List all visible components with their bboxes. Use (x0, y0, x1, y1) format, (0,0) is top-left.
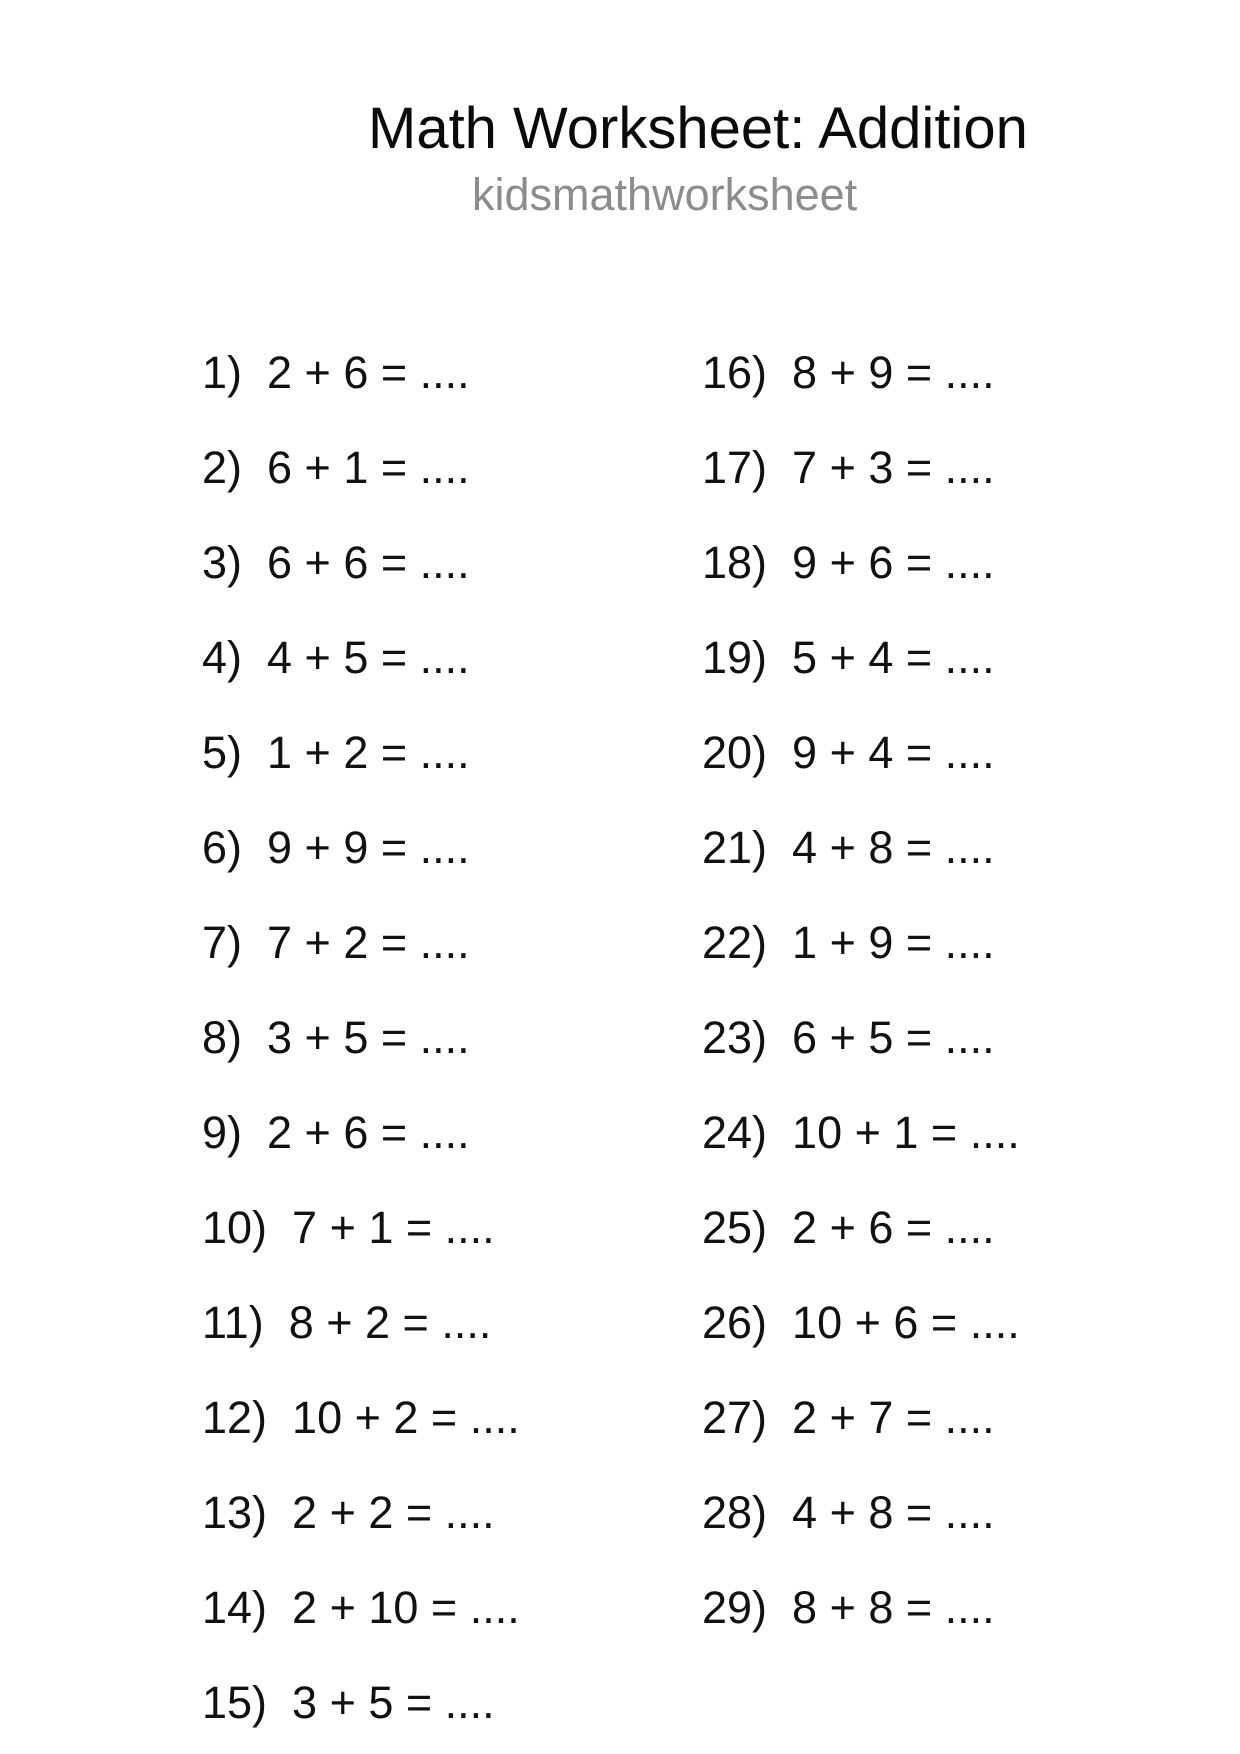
problem-number: 26) (702, 1297, 768, 1348)
problem-number: 6) (202, 822, 243, 873)
problem-row (702, 1465, 1020, 1560)
problem-row (702, 895, 1020, 990)
problem-expression: 2 + 6 = .... (267, 1107, 470, 1158)
problem-row (702, 1085, 1020, 1180)
problem-number: 21) (702, 822, 768, 873)
problem-row (202, 610, 520, 705)
problem-row (202, 1085, 520, 1180)
problem-row (702, 1275, 1020, 1370)
problem-expression: 9 + 6 = .... (792, 537, 995, 588)
problem-row (702, 1370, 1020, 1465)
problem-expression: 3 + 5 = .... (267, 1012, 470, 1063)
problem-number: 3) (202, 537, 243, 588)
problem-expression: 8 + 2 = .... (288, 1297, 492, 1348)
problem-expression: 7 + 3 = .... (792, 442, 995, 493)
problem-row (202, 1370, 520, 1465)
problem-number: 4) (202, 632, 243, 683)
problem-row (202, 800, 520, 895)
problem-row (702, 1560, 1020, 1655)
problem-expression: 2 + 6 = .... (267, 347, 470, 398)
problem-expression: 10 + 2 = .... (292, 1392, 520, 1443)
problem-row (202, 515, 520, 610)
problem-expression: 8 + 9 = .... (792, 347, 995, 398)
problem-number: 11) (202, 1297, 264, 1348)
problem-number: 29) (702, 1582, 768, 1633)
problem-expression: 2 + 7 = .... (792, 1392, 995, 1443)
problems-column-left (202, 325, 520, 1750)
problems-column-right (702, 325, 1020, 1655)
page-subtitle: kidsmathworksheet (472, 169, 858, 220)
problem-number: 12) (202, 1392, 268, 1443)
problem-row (202, 1275, 520, 1370)
problem-number: 2) (202, 442, 243, 493)
problem-row (202, 325, 520, 420)
problem-expression: 6 + 5 = .... (792, 1012, 995, 1063)
problem-number: 1) (202, 347, 243, 398)
problem-row (202, 705, 520, 800)
problem-row (702, 515, 1020, 610)
problem-number: 15) (202, 1677, 268, 1728)
problem-row (202, 420, 520, 515)
problem-row (202, 1655, 520, 1750)
problem-expression: 1 + 2 = .... (267, 727, 470, 778)
problem-expression: 2 + 2 = .... (292, 1487, 495, 1538)
problem-number: 27) (702, 1392, 768, 1443)
problem-number: 14) (202, 1582, 268, 1633)
problem-expression: 2 + 10 = .... (292, 1582, 520, 1633)
problem-expression: 4 + 8 = .... (792, 1487, 995, 1538)
problem-expression: 8 + 8 = .... (792, 1582, 995, 1633)
problem-number: 16) (702, 347, 768, 398)
problem-expression: 10 + 1 = .... (792, 1107, 1020, 1158)
problem-expression: 5 + 4 = .... (792, 632, 995, 683)
problem-row (702, 610, 1020, 705)
problem-number: 9) (202, 1107, 243, 1158)
problem-row (202, 1465, 520, 1560)
problem-expression: 10 + 6 = .... (792, 1297, 1020, 1348)
problem-row (202, 1560, 520, 1655)
problem-row (702, 705, 1020, 800)
problem-expression: 2 + 6 = .... (792, 1202, 995, 1253)
problem-number: 17) (702, 442, 768, 493)
problem-expression: 7 + 2 = .... (267, 917, 470, 968)
page-title: Math Worksheet: Addition (368, 96, 1028, 161)
problem-number: 28) (702, 1487, 768, 1538)
problem-row (702, 420, 1020, 515)
problem-row (702, 325, 1020, 420)
problem-expression: 6 + 6 = .... (267, 537, 470, 588)
problem-expression: 4 + 5 = .... (267, 632, 470, 683)
problem-number: 10) (202, 1202, 268, 1253)
problem-row (702, 800, 1020, 895)
problem-number: 8) (202, 1012, 243, 1063)
problem-number: 22) (702, 917, 768, 968)
problem-row (202, 895, 520, 990)
problem-number: 7) (202, 917, 243, 968)
problem-number: 25) (702, 1202, 768, 1253)
problem-number: 20) (702, 727, 768, 778)
problem-row (202, 990, 520, 1085)
problem-expression: 4 + 8 = .... (792, 822, 995, 873)
problem-expression: 3 + 5 = .... (292, 1677, 495, 1728)
problem-expression: 1 + 9 = .... (792, 917, 995, 968)
problem-number: 5) (202, 727, 243, 778)
problem-number: 13) (202, 1487, 268, 1538)
problem-number: 24) (702, 1107, 768, 1158)
problem-row (202, 1180, 520, 1275)
problem-expression: 7 + 1 = .... (292, 1202, 495, 1253)
problem-expression: 9 + 9 = .... (267, 822, 470, 873)
problem-number: 19) (702, 632, 768, 683)
problem-number: 23) (702, 1012, 768, 1063)
problem-row (702, 1180, 1020, 1275)
problem-expression: 6 + 1 = .... (267, 442, 470, 493)
problem-expression: 9 + 4 = .... (792, 727, 995, 778)
problem-row (702, 990, 1020, 1085)
problem-number: 18) (702, 537, 768, 588)
